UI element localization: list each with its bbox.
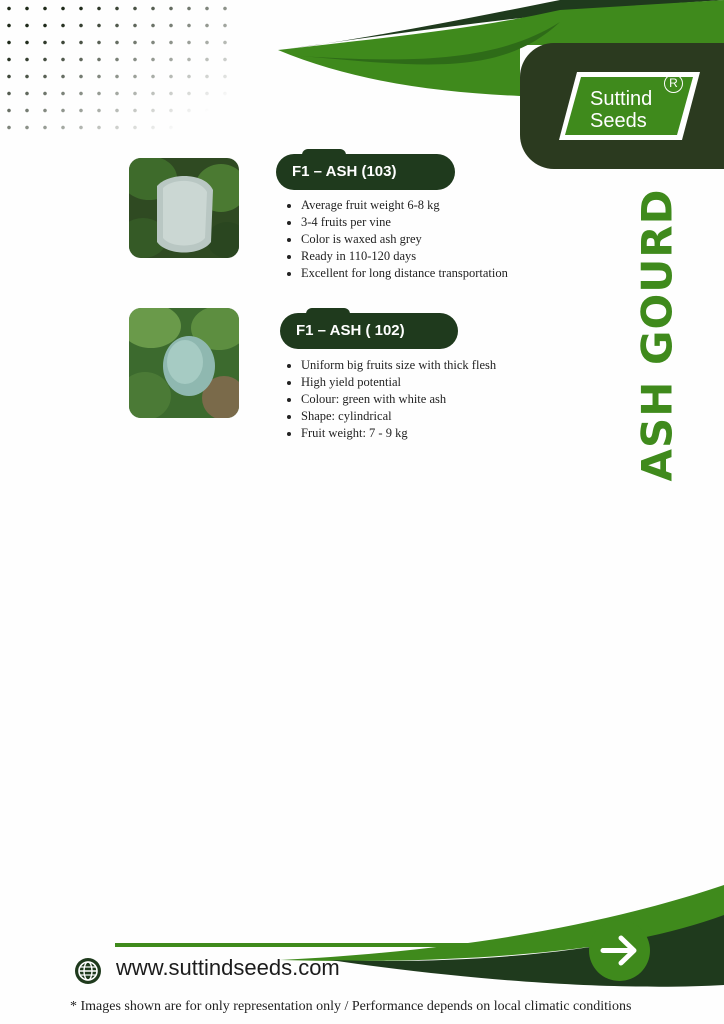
brand-name-line1: Suttind: [590, 88, 653, 110]
disclaimer-text: * Images shown are for only representation only / Performance depends on local climatic conditions: [70, 999, 632, 1014]
feature-list: [279, 197, 561, 282]
feature-item: • Fruit weight: 7 - 9 kg: [301, 425, 561, 442]
product-title-tab: [280, 313, 458, 349]
feature-item: • Colour: green with white ash: [301, 391, 561, 408]
product-name: F1 – ASH ( 102): [296, 322, 405, 339]
ash-gourd-image: [129, 158, 239, 258]
dot-pattern: [0, 0, 230, 140]
feature-item: • Color is waxed ash grey: [301, 231, 561, 248]
product-name: F1 – ASH (103): [292, 163, 397, 180]
arrow-right-icon: [589, 920, 650, 981]
product-title-tab: [276, 154, 455, 190]
next-arrow-button[interactable]: [589, 920, 650, 981]
feature-item: • Average fruit weight 6-8 kg: [301, 197, 561, 214]
product-photo: [129, 158, 239, 258]
feature-item: • Uniform big fruits size with thick flesh: [301, 357, 561, 374]
product-photo: [129, 308, 239, 418]
logo-text: [590, 88, 670, 132]
website-link[interactable]: www.suttindseeds.com: [116, 955, 340, 980]
footer-divider: [115, 943, 590, 947]
feature-item: • 3-4 fruits per vine: [301, 214, 561, 231]
feature-item: • Ready in 110-120 days: [301, 248, 561, 265]
feature-item: • Shape: cylindrical: [301, 408, 561, 425]
feature-item: • Excellent for long distance transportation: [301, 265, 561, 282]
ash-gourd-image: [129, 308, 239, 418]
feature-list: [279, 357, 561, 442]
feature-item: • High yield potential: [301, 374, 561, 391]
registered-mark: R: [664, 74, 683, 93]
globe-icon: [74, 957, 102, 985]
brand-name-line2: Seeds: [590, 110, 647, 132]
category-title: ASH GOURD: [632, 188, 682, 482]
